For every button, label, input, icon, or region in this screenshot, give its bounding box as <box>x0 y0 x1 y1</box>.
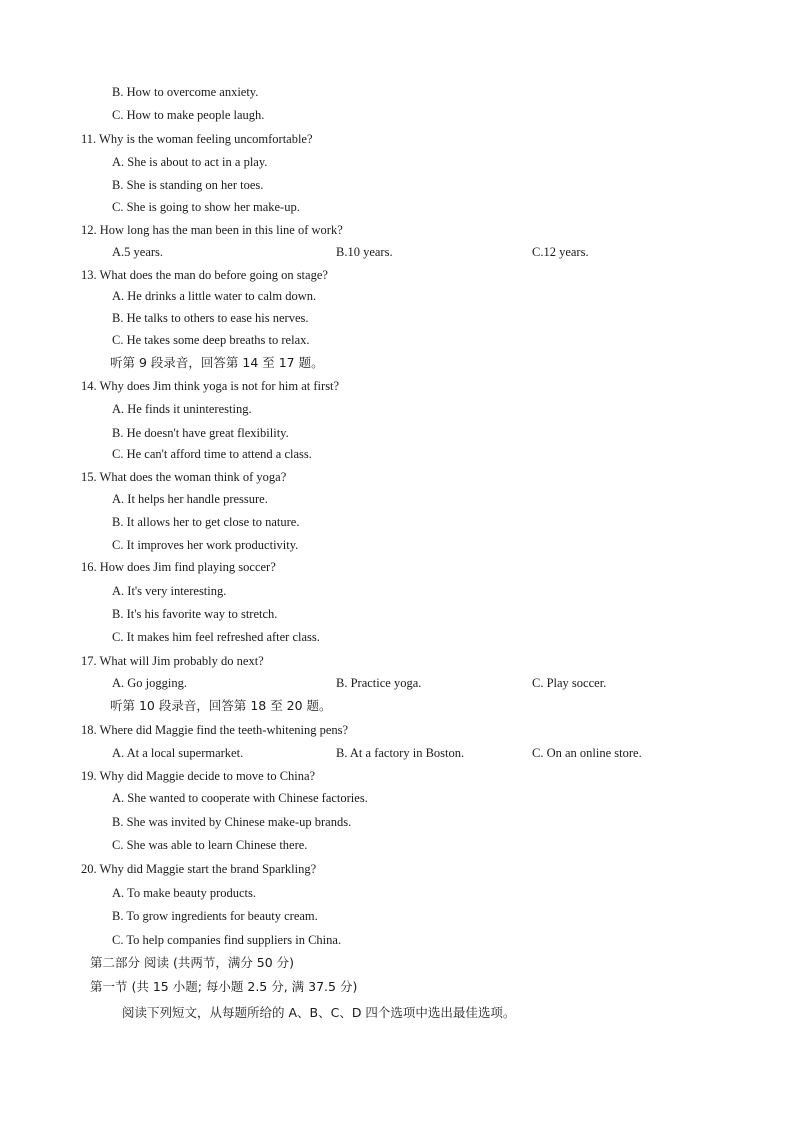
option-c-q15: C. It improves her work productivity. <box>112 538 299 552</box>
section-one-heading: 第一节 (共 15 小题; 每小题 2.5 分, 满 37.5 分) <box>90 979 358 994</box>
option-c-q16: C. It makes him feel refreshed after class. <box>112 630 320 644</box>
option-b-q13: B. He talks to others to ease his nerves. <box>112 311 309 325</box>
option-b-q11: B. She is standing on her toes. <box>112 178 264 192</box>
option-c-q18: C. On an online store. <box>532 746 642 760</box>
section-instruction-10: 听第 10 段录音，回答第 18 至 20 题。 <box>110 698 332 713</box>
option-a-q11: A. She is about to act in a play. <box>112 155 268 169</box>
option-a-q20: A. To make beauty products. <box>112 886 257 900</box>
option-b-q14: B. He doesn't have great flexibility. <box>112 426 289 440</box>
option-b-q12: B.10 years. <box>336 245 393 259</box>
question-15: 15. What does the woman think of yoga? <box>81 470 287 484</box>
question-18: 18. Where did Maggie find the teeth-whitening pens? <box>81 723 349 737</box>
option-b-q17: B. Practice yoga. <box>336 676 422 690</box>
option-b-q18: B. At a factory in Boston. <box>336 746 465 760</box>
question-16: 16. How does Jim find playing soccer? <box>81 560 276 574</box>
section-instruction-9: 听第 9 段录音，回答第 14 至 17 题。 <box>110 355 324 370</box>
option-c-q14: C. He can't afford time to attend a class. <box>112 447 312 461</box>
question-13: 13. What does the man do before going on stage? <box>81 268 328 282</box>
option-a-q19: A. She wanted to cooperate with Chinese factories. <box>112 791 368 805</box>
question-20: 20. Why did Maggie start the brand Sparkling? <box>81 862 317 876</box>
reading-instruction: 阅读下列短文，从每题所给的 A、B、C、D 四个选项中选出最佳选项。 <box>122 1005 516 1020</box>
option-a-q12: A.5 years. <box>112 245 164 259</box>
option-a-q15: A. It helps her handle pressure. <box>112 492 268 506</box>
option-c-q12: C.12 years. <box>532 245 589 259</box>
option-c-q19: C. She was able to learn Chinese there. <box>112 838 308 852</box>
question-11: 11. Why is the woman feeling uncomfortable? <box>81 132 313 146</box>
question-12: 12. How long has the man been in this line of work? <box>81 223 343 237</box>
option-a-q16: A. It's very interesting. <box>112 584 227 598</box>
option-a-q14: A. He finds it uninteresting. <box>112 402 252 416</box>
option-a-q17: A. Go jogging. <box>112 676 187 690</box>
option-b-q20: B. To grow ingredients for beauty cream. <box>112 909 318 923</box>
option-c-q11: C. She is going to show her make-up. <box>112 200 300 214</box>
option-c-q10: C. How to make people laugh. <box>112 108 265 122</box>
option-b-q19: B. She was invited by Chinese make-up brands. <box>112 815 352 829</box>
option-b-q16: B. It's his favorite way to stretch. <box>112 607 278 621</box>
option-c-q20: C. To help companies find suppliers in China. <box>112 933 342 947</box>
option-c-q17: C. Play soccer. <box>532 676 607 690</box>
option-a-q13: A. He drinks a little water to calm down. <box>112 289 317 303</box>
option-b-q10: B. How to overcome anxiety. <box>112 85 259 99</box>
question-14: 14. Why does Jim think yoga is not for him at first? <box>81 379 340 393</box>
question-19: 19. Why did Maggie decide to move to China? <box>81 769 316 783</box>
option-a-q18: A. At a local supermarket. <box>112 746 244 760</box>
part-two-heading: 第二部分 阅读 (共两节，满分 50 分) <box>90 955 295 970</box>
question-17: 17. What will Jim probably do next? <box>81 654 264 668</box>
option-b-q15: B. It allows her to get close to nature. <box>112 515 300 529</box>
option-c-q13: C. He takes some deep breaths to relax. <box>112 333 310 347</box>
